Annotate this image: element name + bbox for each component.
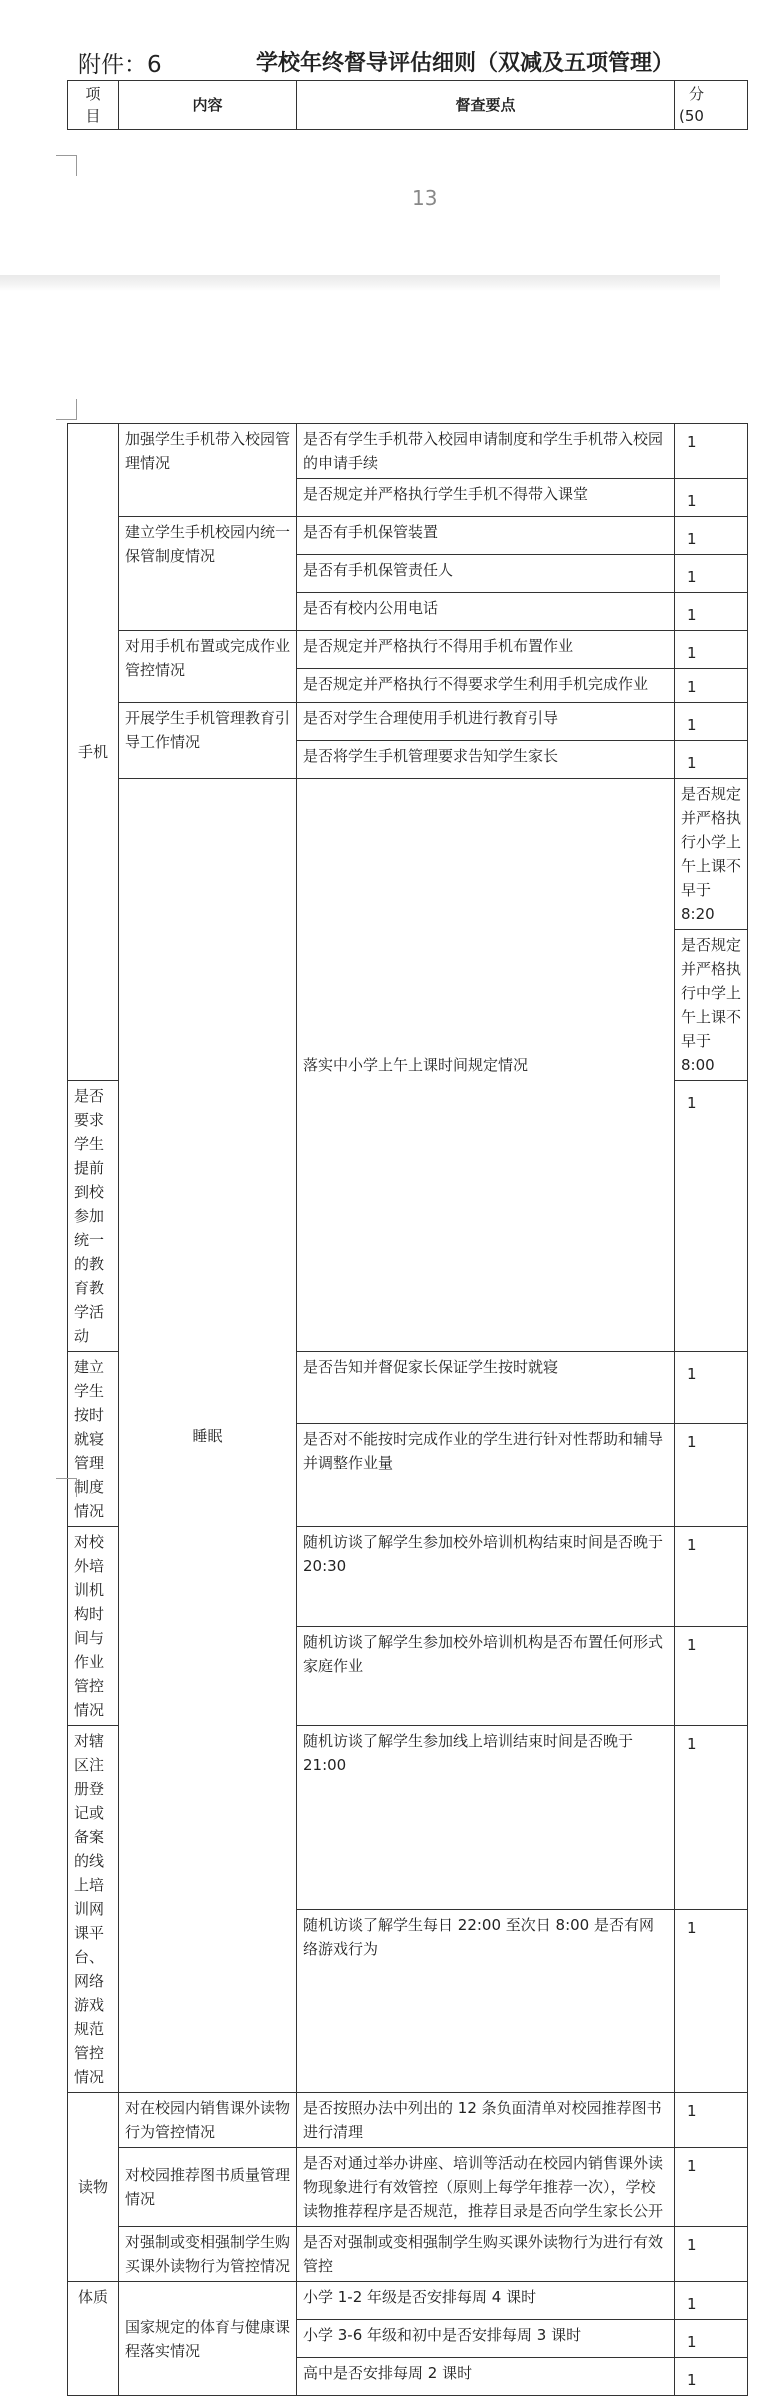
point-cell: 是否按照办法中列出的 12 条负面清单对校园推荐图书进行清理 [297,2093,675,2148]
table-row [68,779,748,930]
score-cell: 1 [675,2358,748,2396]
previous-page [0,0,720,275]
header-item [68,81,119,130]
point-cell: 是否有手机保管责任人 [297,555,675,593]
header-table [67,80,748,130]
point-cell: 是否对强制或变相强制学生购买课外读物行为进行有效管控 [297,2227,675,2282]
content-cell: 建立学生手机校园内统一保管制度情况 [119,517,297,631]
table-row [68,703,748,741]
content-cell: 对用手机布置或完成作业管控情况 [119,631,297,703]
crop-mark [56,1478,77,1497]
point-cell: 是否规定并严格执行不得用手机布置作业 [297,631,675,669]
score-cell: 1 [675,2227,748,2282]
crop-mark [56,399,77,420]
header-points: 督查要点 [297,81,675,130]
point-cell: 是否规定并严格执行中学上午上课不早于 8:00 [675,930,748,1081]
point-cell: 是否规定并严格执行小学上午上课不早于 8:20 [675,779,748,930]
point-cell: 随机访谈了解学生参加线上培训结束时间是否晚于 21:00 [297,1726,675,1910]
score-cell: 1 [675,555,748,593]
content-cell: 对辖区注册登记或备案的线上培训网课平台、网络游戏规范管控情况 [68,1726,119,2093]
point-cell: 随机访谈了解学生每日 22:00 至次日 8:00 是否有网络游戏行为 [297,1909,675,2093]
score-cell: 1 [675,1726,748,1910]
title-line [78,44,778,80]
point-cell: 是否对学生合理使用手机进行教育引导 [297,703,675,741]
score-cell: 1 [675,1527,748,1627]
table-row [68,2148,748,2227]
content-cell: 建立学生按时就寝管理制度情况 [68,1352,119,1527]
point-cell: 是否有校内公用电话 [297,593,675,631]
score-cell: 1 [675,2148,748,2227]
score-cell: 1 [675,479,748,517]
point-cell: 随机访谈了解学生参加校外培训机构结束时间是否晚于 20:30 [297,1527,675,1627]
score-cell: 1 [675,2093,748,2148]
score-cell: 1 [675,669,748,703]
point-cell: 是否对不能按时完成作业的学生进行针对性帮助和辅导并调整作业量 [297,1423,675,1527]
content-cell: 对在校园内销售课外读物行为管控情况 [119,2093,297,2148]
score-cell: 1 [675,1626,748,1726]
score-cell: 1 [675,424,748,479]
point-cell: 是否告知并督促家长保证学生按时就寝 [297,1352,675,1424]
table-row [68,2227,748,2282]
score-cell: 1 [675,1909,748,2093]
page-number: 13 [412,186,438,210]
page-gap [0,275,720,291]
header-score-line1: 分 [689,85,705,103]
header-item-line2: 目 [85,107,101,125]
score-cell: 1 [675,517,748,555]
point-cell: 小学 3-6 年级和初中是否安排每周 3 课时 [297,2320,675,2358]
point-cell: 是否规定并严格执行学生手机不得带入课堂 [297,479,675,517]
content-cell: 落实中小学上午上课时间规定情况 [297,779,675,1352]
point-cell: 是否对通过举办讲座、培训等活动在校园内销售课外读物现象进行有效管控（原则上每学年推荐一次），学校读物推荐程序是否规范，推荐目录是否向学生家长公开 [297,2148,675,2227]
header-item-line1: 项 [85,85,101,103]
crop-mark [56,155,77,176]
score-cell: 1 [675,593,748,631]
content-cell: 加强学生手机带入校园管理情况 [119,424,297,517]
point-cell: 是否规定并严格执行不得要求学生利用手机完成作业 [297,669,675,703]
document-title: 学校年终督导评估细则（双减及五项管理） [256,51,675,76]
content-cell: 对校外培训机构时间与作业管控情况 [68,1527,119,1726]
category-cell: 体质 [68,2282,119,2396]
content-cell: 对校园推荐图书质量管理情况 [119,2148,297,2227]
score-cell: 1 [675,2282,748,2320]
header-score [675,81,748,130]
content-cell: 对强制或变相强制学生购买课外读物行为管控情况 [119,2227,297,2282]
attachment-label: 附件：6 [78,52,162,78]
header-row [68,81,748,130]
point-cell: 高中是否安排每周 2 课时 [297,2358,675,2396]
score-cell: 1 [675,2320,748,2358]
score-cell: 1 [675,1081,748,1352]
point-cell: 是否将学生手机管理要求告知学生家长 [297,741,675,779]
score-cell: 1 [675,1423,748,1527]
category-cell: 睡眠 [119,779,297,2093]
table-row [68,424,748,479]
table-row [68,517,748,555]
score-cell: 1 [675,1352,748,1424]
point-cell: 是否要求学生提前到校参加统一的教育教学活动 [68,1081,119,1352]
header-content: 内容 [119,81,297,130]
category-cell: 手机 [68,424,119,1081]
evaluation-table [67,423,748,2396]
score-cell: 1 [675,703,748,741]
content-cell: 国家规定的体育与健康课程落实情况 [119,2282,297,2396]
point-cell: 随机访谈了解学生参加校外培训机构是否布置任何形式家庭作业 [297,1626,675,1726]
table-row [68,2282,748,2320]
score-cell: 1 [675,741,748,779]
content-cell: 开展学生手机管理教育引导工作情况 [119,703,297,779]
table-row [68,2093,748,2148]
category-cell: 读物 [68,2093,119,2282]
table-row [68,631,748,669]
point-cell: 小学 1-2 年级是否安排每周 4 课时 [297,2282,675,2320]
point-cell: 是否有学生手机带入校园申请制度和学生手机带入校园的申请手续 [297,424,675,479]
header-score-line2: (50 [679,107,704,125]
point-cell: 是否有手机保管装置 [297,517,675,555]
score-cell: 1 [675,631,748,669]
